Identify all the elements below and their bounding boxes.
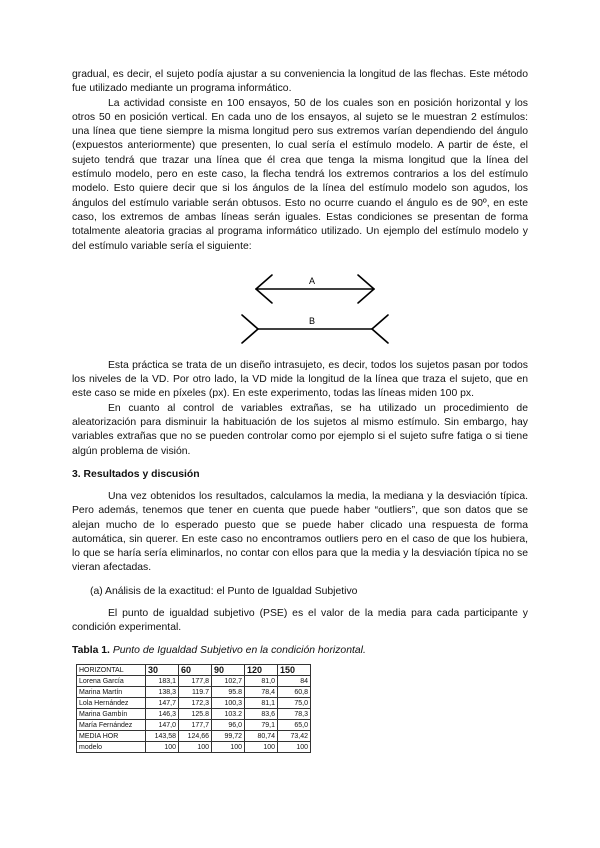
table-cell: 143,58 bbox=[146, 731, 179, 742]
subsection-heading: (a) Análisis de la exactitud: el Punto de Igualdad Subjetivo bbox=[90, 585, 358, 597]
line-a-left-upper bbox=[256, 275, 272, 289]
table-header-cell: HORIZONTAL bbox=[77, 665, 146, 676]
table-cell: 100 bbox=[278, 742, 311, 753]
table-cell: 147,7 bbox=[146, 698, 179, 709]
table-header-cell: 120 bbox=[245, 665, 278, 676]
table-cell: 147,0 bbox=[146, 720, 179, 731]
table-cell: 146,3 bbox=[146, 709, 179, 720]
table-cell: modelo bbox=[77, 742, 146, 753]
table-caption-number: Tabla 1. bbox=[72, 645, 110, 657]
line-a-right-lower bbox=[358, 289, 374, 303]
table-cell: 79,1 bbox=[245, 720, 278, 731]
table-cell: 138,3 bbox=[146, 687, 179, 698]
table-cell: 100,3 bbox=[212, 698, 245, 709]
table-cell: Lola Hernández bbox=[77, 698, 146, 709]
line-b-right-upper bbox=[372, 315, 388, 329]
table-cell: 83,6 bbox=[245, 709, 278, 720]
line-b-left-upper bbox=[242, 315, 258, 329]
table-header-cell: 60 bbox=[179, 665, 212, 676]
table-row bbox=[77, 742, 311, 753]
table-row bbox=[77, 698, 311, 709]
table-cell: 100 bbox=[179, 742, 212, 753]
stimulus-figure bbox=[72, 257, 528, 359]
paragraph-3: Esta práctica se trata de un diseño intrasujeto, es decir, todos los sujetos pasan por todos los niveles de la VD. Por otro lado, la VD mide la longitud de la línea que traza el sujeto, que en este caso se mide en píxeles (px). En este experimento, todas las líneas miden 100 px. bbox=[72, 359, 528, 400]
table-cell: María Fernández bbox=[77, 720, 146, 731]
table-cell: 78,3 bbox=[278, 709, 311, 720]
pse-horizontal-table bbox=[76, 664, 311, 753]
table-cell: 125.8 bbox=[179, 709, 212, 720]
table-row bbox=[77, 731, 311, 742]
table-cell: 99,72 bbox=[212, 731, 245, 742]
muller-lyer-diagram bbox=[72, 257, 528, 359]
table-cell: 75,0 bbox=[278, 698, 311, 709]
line-a-left-lower bbox=[256, 289, 272, 303]
table-caption-title: Punto de Igualdad Subjetivo en la condición horizontal. bbox=[112, 645, 366, 657]
table-cell: 81,1 bbox=[245, 698, 278, 709]
label-a: A bbox=[308, 275, 316, 286]
table-cell: 73,42 bbox=[278, 731, 311, 742]
table-cell: 60,8 bbox=[278, 687, 311, 698]
table-cell: 95.8 bbox=[212, 687, 245, 698]
label-b: B bbox=[308, 315, 316, 326]
table-cell: 172,3 bbox=[179, 698, 212, 709]
table-cell: 100 bbox=[245, 742, 278, 753]
table-cell: 119.7 bbox=[179, 687, 212, 698]
table-cell: 177,8 bbox=[179, 676, 212, 687]
table-cell: MEDIA HOR bbox=[77, 731, 146, 742]
paragraph-6: El punto de igualdad subjetivo (PSE) es el valor de la media para cada participante y condición experimental. bbox=[72, 607, 528, 634]
document-page bbox=[72, 68, 528, 753]
table-header-cell: 30 bbox=[146, 665, 179, 676]
table-row bbox=[77, 720, 311, 731]
table-cell: 96,0 bbox=[212, 720, 245, 731]
table-cell: 103.2 bbox=[212, 709, 245, 720]
table-header-cell: 90 bbox=[212, 665, 245, 676]
table-cell: 177,7 bbox=[179, 720, 212, 731]
table-cell: 102,7 bbox=[212, 676, 245, 687]
table-cell: 65,0 bbox=[278, 720, 311, 731]
table-cell: 80,74 bbox=[245, 731, 278, 742]
table-caption bbox=[72, 645, 528, 656]
table-cell: Lorena García bbox=[77, 676, 146, 687]
paragraph-2: La actividad consiste en 100 ensayos, 50 de los cuales son en posición horizontal y los otros 50 en posición vertical. En cada uno de los ensayos, al sujeto se le muestran 2 estímulos: una línea que tiene siempre la misma longitud pero sus extremos varían dependiendo del ángulo (expuestos anteriormente) que presenten, lo cual sería el estímulo modelo. A partir de éste, el sujeto tendrá que trazar una línea que él crea que tenga la misma longitud que la línea del estímulo modelo, pero en este caso, la flecha tendrá los extremos contrarios a los del estímulo modelo. Esto quiere decir que si los ángulos de la línea del estímulo modelo son agudos, los ángulos del estímulo variable serán obtusos. Esto no ocurre cuando el ángulo es de 90º, en este caso, los extremos de ambas líneas serán iguales. Estas condiciones se presentan de forma totalmente aleatoria gracias al programa informático utilizado. Un ejemplo del estímulo modelo y del estímulo variable sería el siguiente: bbox=[72, 97, 528, 252]
paragraph-4: En cuanto al control de variables extrañas, se ha utilizado un procedimiento de aleatorización para disminuir la habituación de los sujetos al mismo estímulo. Sin embargo, hay variables extrañas que no se pueden controlar como por ejemplo si el sujeto sufre fatiga o si tiene algún problema de visión. bbox=[72, 402, 528, 457]
line-b-left-lower bbox=[242, 329, 258, 343]
table-row bbox=[77, 709, 311, 720]
table-cell: 100 bbox=[212, 742, 245, 753]
section-heading: 3. Resultados y discusión bbox=[72, 468, 200, 480]
table-cell: Marina Martín bbox=[77, 687, 146, 698]
line-a-right-upper bbox=[358, 275, 374, 289]
paragraph-5: Una vez obtenidos los resultados, calculamos la media, la mediana y la desviación típica. Pero además, tenemos que tener en cuenta que puede haber “outliers”, que son datos que se alejan mucho de lo esperado puesto que se puede haber clicado una respuesta de forma automática, sin querer. En este caso no encontramos outliers pero en el caso de que los hubiera, lo que se haría sería eliminarlos, no contar con ellos para que la media y la desviación típica no se vieran afectadas. bbox=[72, 490, 528, 574]
table-row bbox=[77, 676, 311, 687]
table-header-cell: 150 bbox=[278, 665, 311, 676]
table-row bbox=[77, 687, 311, 698]
line-b-right-lower bbox=[372, 329, 388, 343]
table-cell: 84 bbox=[278, 676, 311, 687]
table-cell: 124,66 bbox=[179, 731, 212, 742]
table-cell: 100 bbox=[146, 742, 179, 753]
table-cell: 183,1 bbox=[146, 676, 179, 687]
table-cell: Marina Gambín bbox=[77, 709, 146, 720]
table-header-row bbox=[77, 665, 311, 676]
table-cell: 81,0 bbox=[245, 676, 278, 687]
table-cell: 78,4 bbox=[245, 687, 278, 698]
paragraph-1: gradual, es decir, el sujeto podía ajustar a su conveniencia la longitud de las flechas. Este método fue utilizado mediante un programa informático. bbox=[72, 69, 528, 95]
